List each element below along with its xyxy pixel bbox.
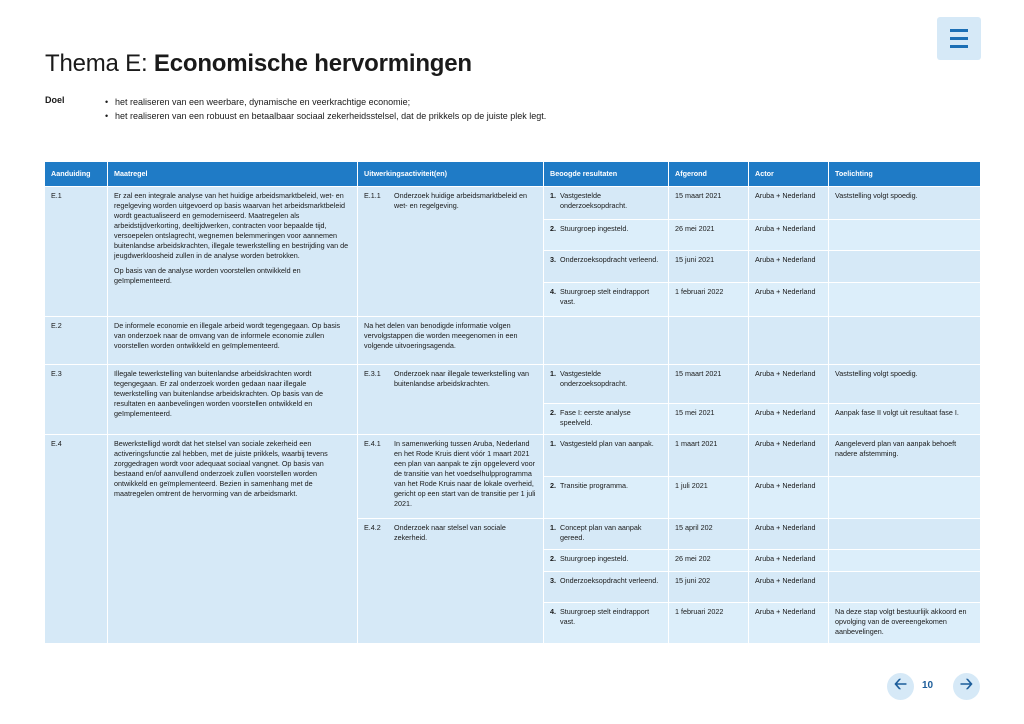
toelichting-cell: Na deze stap volgt bestuurlijk akkoord en opvolging van de overeengekomen aanbevelingen. <box>829 603 980 643</box>
activity-cell: Na het delen van benodigde informatie volgen vervolgstappen die worden meegenomen in een volgende uitvoeringsagenda. <box>358 317 543 364</box>
afgerond-cell: 15 april 202 <box>669 519 748 549</box>
actor-cell: Aruba + Nederland <box>749 435 828 476</box>
table-row <box>45 187 980 219</box>
actor-cell: Aruba + Nederland <box>749 365 828 403</box>
column-header: Uitwerkingsactiviteit(en) <box>358 162 543 186</box>
afgerond-cell: 1 februari 2022 <box>669 283 748 316</box>
afgerond-cell: 26 mei 202 <box>669 550 748 571</box>
actor-cell: Aruba + Nederland <box>749 187 828 219</box>
activity-cell: E.4.1 In samenwerking tussen Aruba, Nederland en het Rode Kruis dient vóór 1 maart 2021 een plan van aanpak te zijn opgeleverd voor de transitie van het voedselhulpprogramma van het Rode Kruis naar de lokale overheid, gericht op een start van de transitie per 1 juli 2021. <box>358 435 543 518</box>
table-row <box>45 435 980 476</box>
arrow-left-icon: 🡠 <box>894 676 907 693</box>
maatregel-cell: Bewerkstelligd wordt dat het stelsel van sociale zekerheid een activeringsfunctie zal hebben, met de juiste prikkels, waarbij tevens zorggedragen wordt voor adequaat sociaal vangnet. Op basis van bestaand en/of aanvullend onderzoek zullen voorstellen worden ontwikkeld en geïmplementeerd. Bezien in samenhang met de maatregelen omtrent de hervorming van de arbeidsmarkt. <box>108 435 357 643</box>
aanduiding-cell: E.2 <box>45 317 107 364</box>
column-header: Aanduiding <box>45 162 107 186</box>
afgerond-cell: 1 maart 2021 <box>669 435 748 476</box>
actor-cell: Aruba + Nederland <box>749 477 828 518</box>
actor-cell: Aruba + Nederland <box>749 283 828 316</box>
result-cell: 2. Fase I: eerste analyse speelveld. <box>544 404 668 434</box>
afgerond-cell: 15 maart 2021 <box>669 187 748 219</box>
actor-cell: Aruba + Nederland <box>749 220 828 250</box>
toelichting-cell: Vaststelling volgt spoedig. <box>829 187 980 219</box>
toelichting-cell: Vaststelling volgt spoedig. <box>829 365 980 403</box>
activity-cell: E.3.1 Onderzoek naar illegale tewerkstelling van buitenlandse arbeidskrachten. <box>358 365 543 434</box>
maatregel-cell: De informele economie en illegale arbeid wordt tegengegaan. Op basis van onderzoek naar de omvang van de informele economie zullen voorstellen worden ontwikkeld en geïmplementeerd. <box>108 317 357 364</box>
actor-cell: Aruba + Nederland <box>749 603 828 643</box>
afgerond-cell: 15 mei 2021 <box>669 404 748 434</box>
activity-cell: E.1.1 Onderzoek huidige arbeidsmarktbeleid en wet- en regelgeving. <box>358 187 543 316</box>
aanduiding-cell: E.1 <box>45 187 107 316</box>
actor-cell: Aruba + Nederland <box>749 251 828 282</box>
result-cell: 4. Stuurgroep stelt eindrapport vast. <box>544 283 668 316</box>
afgerond-cell <box>669 317 748 364</box>
arrow-right-icon: 🡢 <box>960 676 973 693</box>
result-cell <box>544 317 668 364</box>
maatregel-cell: Illegale tewerkstelling van buitenlandse arbeidskrachten wordt tegengegaan. Er zal onderzoek worden gedaan naar illegale tewerkstelling van buitenlandse arbeidskrachten. Op basis van de resultaten en aanbevelingen worden voorstellen ontwikkeld en geïmplementeerd. <box>108 365 357 434</box>
result-cell: 1. Vastgestelde onderzoeksopdracht. <box>544 365 668 403</box>
column-header: Afgerond <box>669 162 748 186</box>
table-row <box>45 317 980 364</box>
result-cell: 1. Vastgesteld plan van aanpak. <box>544 435 668 476</box>
column-header: Beoogde resultaten <box>544 162 668 186</box>
actor-cell: Aruba + Nederland <box>749 404 828 434</box>
result-cell: 1. Concept plan van aanpak gereed. <box>544 519 668 549</box>
actor-cell <box>749 317 828 364</box>
toelichting-cell <box>829 251 980 282</box>
afgerond-cell: 1 februari 2022 <box>669 603 748 643</box>
toelichting-cell <box>829 550 980 571</box>
result-cell: 2. Transitie programma. <box>544 477 668 518</box>
afgerond-cell: 15 juni 2021 <box>669 251 748 282</box>
hamburger-menu-icon <box>950 29 968 32</box>
result-cell: 3. Onderzoeksopdracht verleend. <box>544 572 668 602</box>
toelichting-cell <box>829 572 980 602</box>
toelichting-cell <box>829 477 980 518</box>
measures-table <box>44 161 981 644</box>
column-header: Toelichting <box>829 162 980 186</box>
result-cell: 2. Stuurgroep ingesteld. <box>544 550 668 571</box>
afgerond-cell: 1 juli 2021 <box>669 477 748 518</box>
table-header-row <box>45 162 980 186</box>
afgerond-cell: 26 mei 2021 <box>669 220 748 250</box>
table-row <box>45 365 980 403</box>
doel-item: • het realiseren van een robuust en betaalbaar sociaal zekerheidsstelsel, dat de prikkels op de juiste plek legt. <box>105 109 546 123</box>
actor-cell: Aruba + Nederland <box>749 572 828 602</box>
toelichting-cell: Aanpak fase II volgt uit resultaat fase I. <box>829 404 980 434</box>
toelichting-cell <box>829 220 980 250</box>
afgerond-cell: 15 juni 202 <box>669 572 748 602</box>
page-number: 10 <box>922 680 934 691</box>
previous-page-button[interactable] <box>887 673 914 700</box>
toelichting-cell: Aangeleverd plan van aanpak behoeft nadere afstemming. <box>829 435 980 476</box>
aanduiding-cell: E.3 <box>45 365 107 434</box>
result-cell: 3. Onderzoeksopdracht verleend. <box>544 251 668 282</box>
doel-label: Doel <box>45 95 65 105</box>
maatregel-cell: Er zal een integrale analyse van het huidige arbeidsmarktbeleid, wet- en regelgeving worden uitgevoerd op basis waarvan het arbeidsmarktbeleid wordt geactualiseerd en gemoderniseerd. Maatregelen als arbeidstijdverkorting, deeltijdwerken, contracten voor bepaalde tijd, versoepelen ontslagrecht, wegnemen belemmeringen voor aannemen buitenlandse arbeidskrachten, illegale tewerkstelling en bestrijding van de jeugdwerkloosheid zullen in de analyse worden betrokken. Op basis van de analyse worden voorstellen ontwikkeld en geïmplementeerd. <box>108 187 357 316</box>
menu-button[interactable] <box>937 17 981 60</box>
activity-cell: E.4.2 Onderzoek naar stelsel van sociale zekerheid. <box>358 519 543 643</box>
page-title: Thema E: Economische hervormingen <box>45 50 472 77</box>
result-cell: 4. Stuurgroep stelt eindrapport vast. <box>544 603 668 643</box>
toelichting-cell <box>829 317 980 364</box>
next-page-button[interactable] <box>953 673 980 700</box>
afgerond-cell: 15 maart 2021 <box>669 365 748 403</box>
doel-list <box>105 95 546 123</box>
actor-cell: Aruba + Nederland <box>749 519 828 549</box>
column-header: Maatregel <box>108 162 357 186</box>
actor-cell: Aruba + Nederland <box>749 550 828 571</box>
doel-item: • het realiseren van een weerbare, dynamische en veerkrachtige economie; <box>105 95 546 109</box>
column-header: Actor <box>749 162 828 186</box>
toelichting-cell <box>829 519 980 549</box>
result-cell: 1. Vastgestelde onderzoeksopdracht. <box>544 187 668 219</box>
result-cell: 2. Stuurgroep ingesteld. <box>544 220 668 250</box>
aanduiding-cell: E.4 <box>45 435 107 643</box>
toelichting-cell <box>829 283 980 316</box>
